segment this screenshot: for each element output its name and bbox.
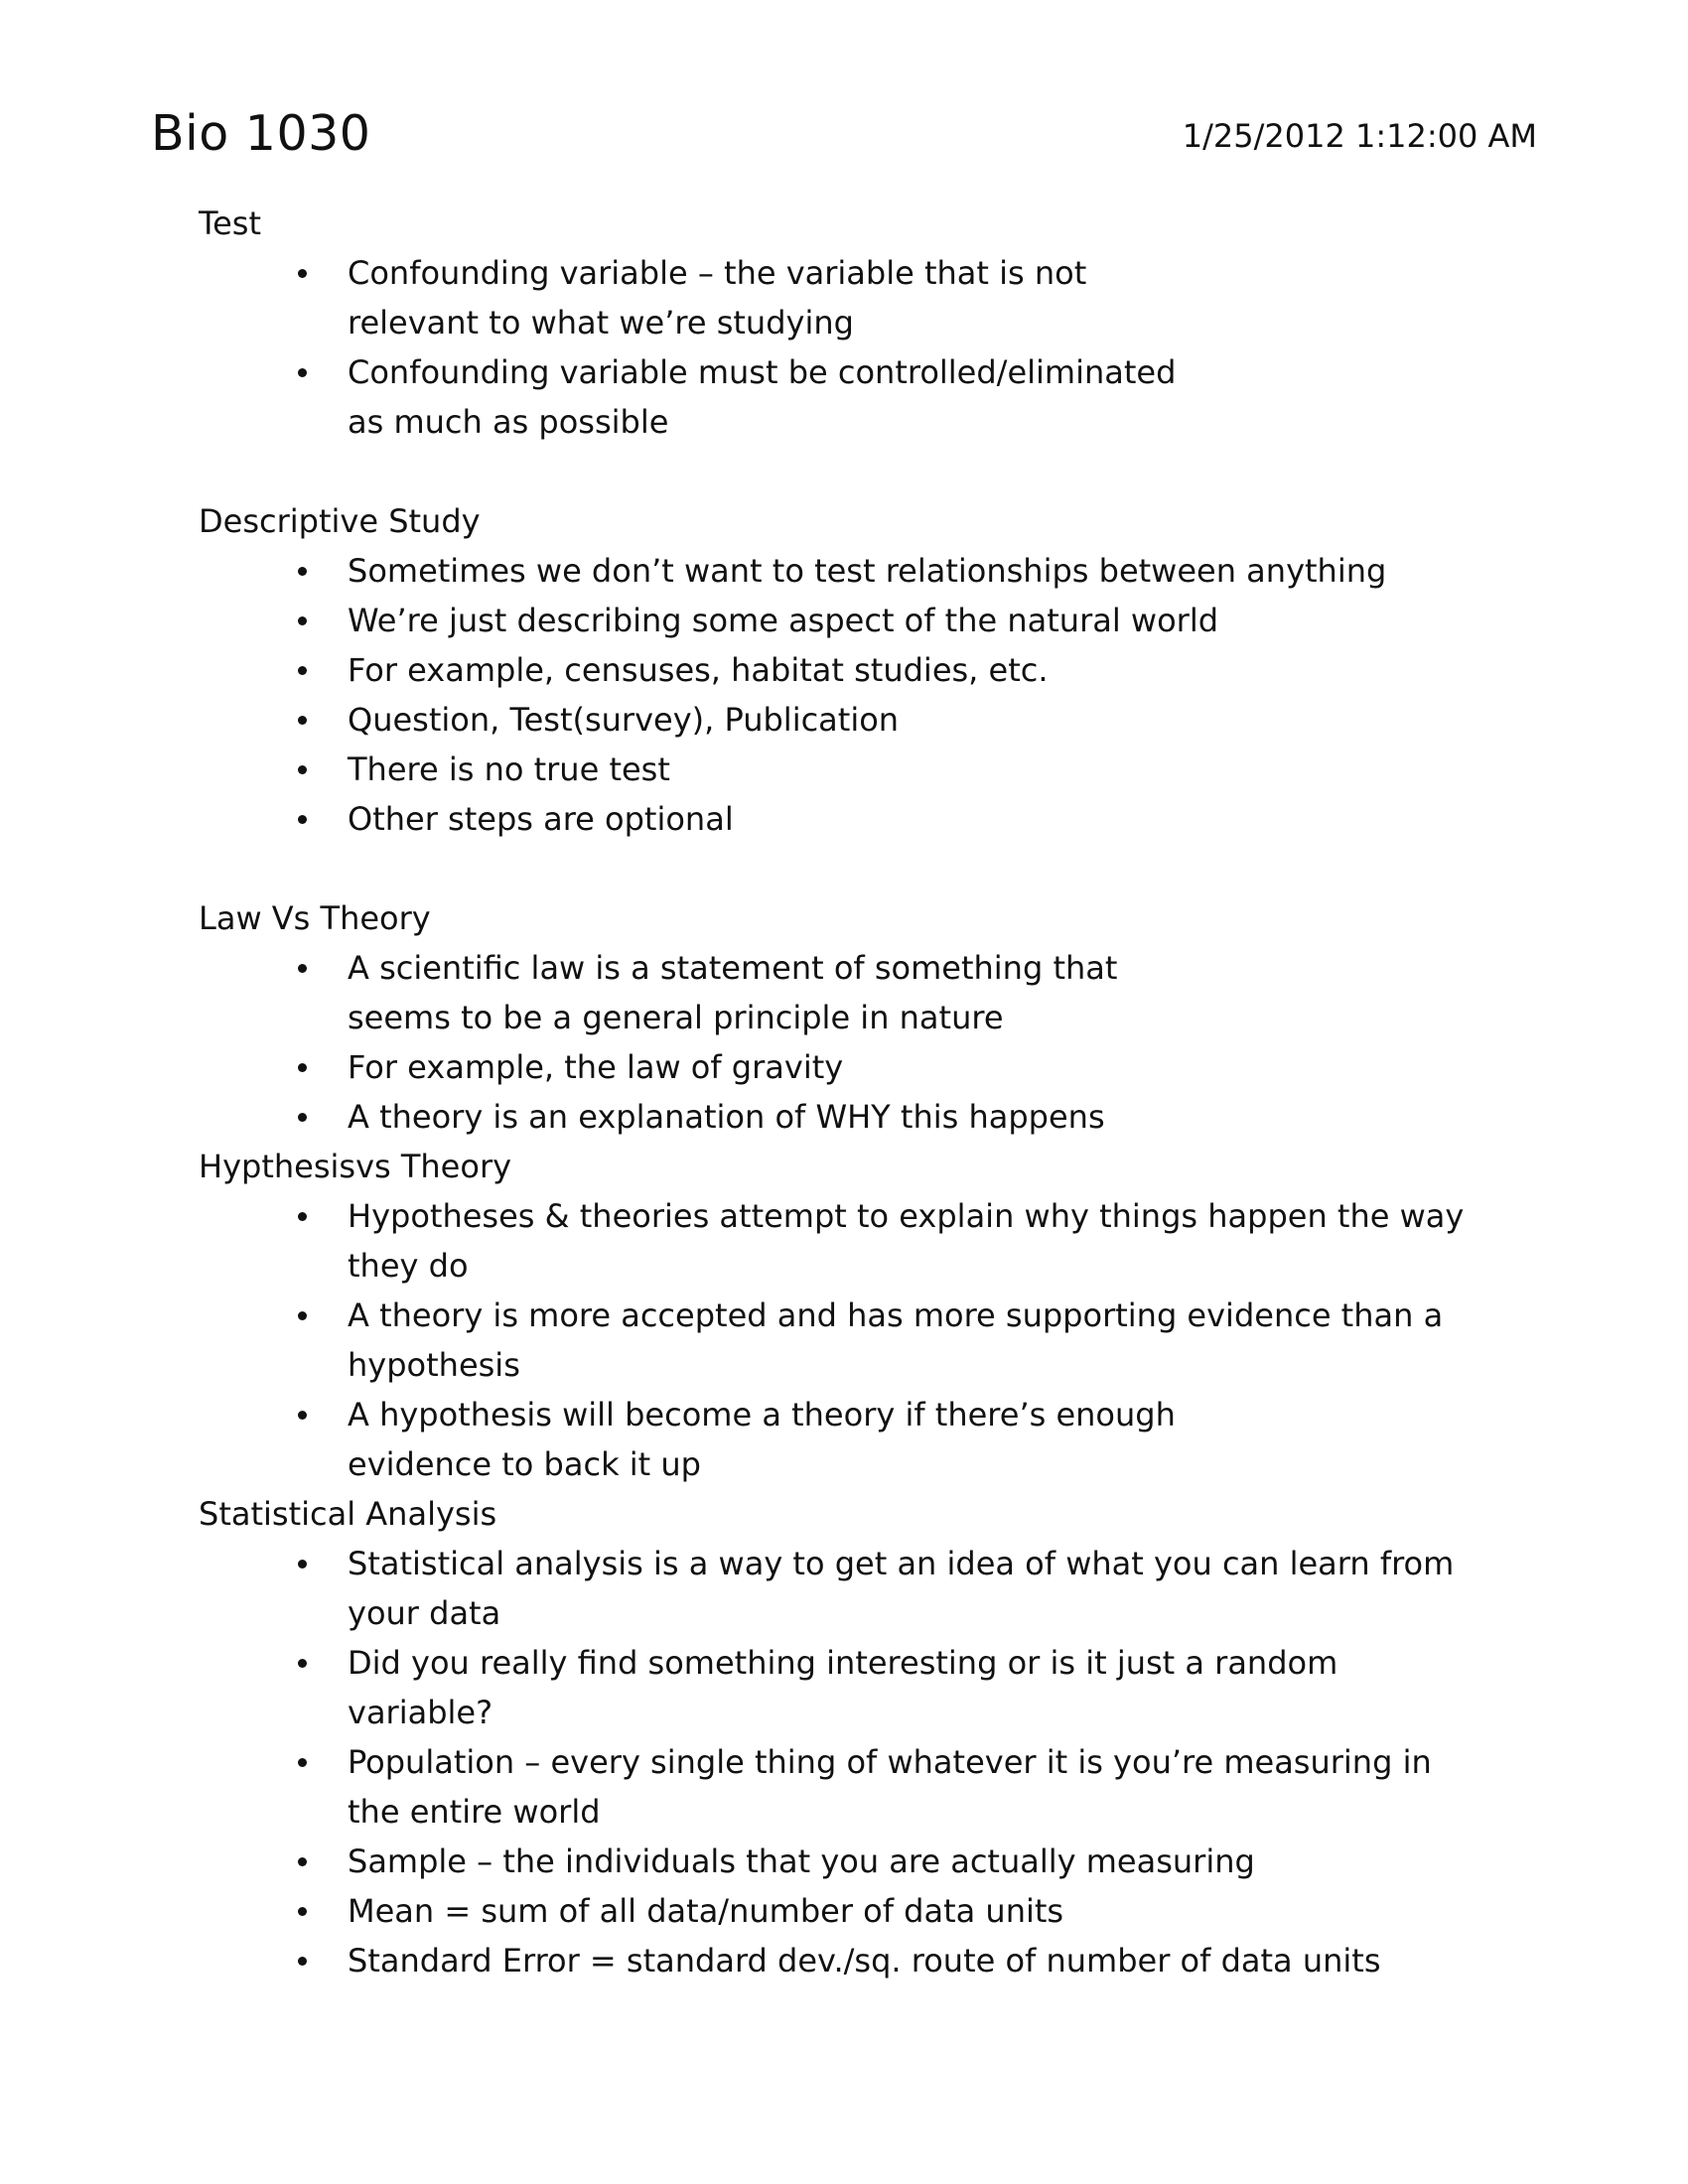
bullet-text: There is no true test [348, 751, 670, 788]
bullet-dot-icon [298, 1907, 307, 1916]
bullet-dot-icon [298, 964, 307, 973]
bullet-item [199, 1638, 1489, 1737]
bullet-dot-icon [298, 1311, 307, 1320]
bullet-text: A hypothesis will become a theory if there’s enough evidence to back it up [348, 1396, 1176, 1483]
section-heading: Descriptive Study [199, 502, 481, 540]
document-datetime: 1/25/2012 1:12:00 AM [1182, 117, 1537, 155]
section-heading: Hypthesisvs Theory [199, 1148, 512, 1185]
bullet-dot-icon [298, 716, 307, 725]
bullet-text: Other steps are optional [348, 800, 734, 838]
bullet-text: Question, Test(survey), Publication [348, 701, 900, 739]
notes-content [199, 199, 1489, 1985]
bullet-item [199, 1042, 1489, 1092]
bullet-text: Confounding variable must be controlled/eliminated as much as possible [348, 353, 1177, 441]
bullet-item [199, 745, 1489, 794]
document-title: Bio 1030 [151, 105, 371, 162]
bullet-item [199, 1837, 1489, 1886]
blank-line [199, 447, 1489, 496]
bullet-item [199, 645, 1489, 695]
bullet-text: Statistical analysis is a way to get an idea of what you can learn from your data [348, 1545, 1455, 1632]
bullet-item [199, 1092, 1489, 1142]
bullet-dot-icon [298, 1659, 307, 1668]
bullet-dot-icon [298, 1560, 307, 1569]
bullet-item [199, 1191, 1489, 1291]
bullet-item [199, 1539, 1489, 1638]
section-heading: Statistical Analysis [199, 1495, 497, 1533]
bullet-text: Sample – the individuals that you are actually measuring [348, 1843, 1255, 1880]
bullet-dot-icon [298, 368, 307, 377]
bullet-dot-icon [298, 1758, 307, 1767]
bullet-text: Standard Error = standard dev./sq. route of number of data units [348, 1942, 1381, 1979]
bullet-text: A theory is an explanation of WHY this happens [348, 1098, 1105, 1136]
bullet-text: A theory is more accepted and has more supporting evidence than a hypothesis [348, 1297, 1444, 1384]
bullet-dot-icon [298, 1113, 307, 1122]
bullet-dot-icon [298, 815, 307, 824]
bullet-item [199, 596, 1489, 645]
bullet-item [199, 1291, 1489, 1390]
bullet-dot-icon [298, 765, 307, 774]
bullet-text: Hypotheses & theories attempt to explain why things happen the way they do [348, 1197, 1465, 1285]
bullet-item [199, 794, 1489, 844]
bullet-item [199, 1390, 1489, 1489]
section-heading: Law Vs Theory [199, 899, 431, 937]
bullet-dot-icon [298, 1957, 307, 1966]
bullet-text: For example, censuses, habitat studies, etc. [348, 651, 1049, 689]
bullet-dot-icon [298, 1411, 307, 1420]
bullet-list [199, 1191, 1489, 1489]
bullet-dot-icon [298, 616, 307, 625]
document-header [151, 99, 1537, 169]
bullet-text: For example, the law of gravity [348, 1048, 844, 1086]
section-statistical-analysis [199, 1489, 1489, 1985]
bullet-item [199, 1936, 1489, 1985]
blank-line [199, 844, 1489, 893]
bullet-text: Population – every single thing of whatever it is you’re measuring in the entire world [348, 1743, 1432, 1831]
bullet-item [199, 1737, 1489, 1837]
section-test [199, 199, 1489, 447]
bullet-item [199, 248, 1489, 347]
bullet-dot-icon [298, 1857, 307, 1866]
bullet-text: A scientific law is a statement of something that seems to be a general principle in nature [348, 949, 1118, 1036]
bullet-item [199, 695, 1489, 745]
bullet-text: Sometimes we don’t want to test relationships between anything [348, 552, 1387, 590]
section-law-vs-theory [199, 893, 1489, 1142]
bullet-list [199, 248, 1489, 447]
bullet-item [199, 546, 1489, 596]
section-descriptive-study [199, 496, 1489, 844]
bullet-text: Confounding variable – the variable that is not relevant to what we’re studying [348, 254, 1087, 341]
section-heading: Test [199, 205, 262, 242]
bullet-dot-icon [298, 1063, 307, 1072]
bullet-item [199, 943, 1489, 1042]
bullet-dot-icon [298, 567, 307, 576]
bullet-item [199, 1886, 1489, 1936]
bullet-text: We’re just describing some aspect of the natural world [348, 602, 1219, 639]
section-hypothesis-vs-theory [199, 1142, 1489, 1489]
bullet-list [199, 546, 1489, 844]
bullet-list [199, 943, 1489, 1142]
bullet-dot-icon [298, 666, 307, 675]
bullet-dot-icon [298, 269, 307, 278]
bullet-dot-icon [298, 1212, 307, 1221]
bullet-list [199, 1539, 1489, 1985]
bullet-text: Mean = sum of all data/number of data units [348, 1892, 1064, 1930]
bullet-text: Did you really find something interesting or is it just a random variable? [348, 1644, 1338, 1731]
bullet-item [199, 347, 1489, 447]
